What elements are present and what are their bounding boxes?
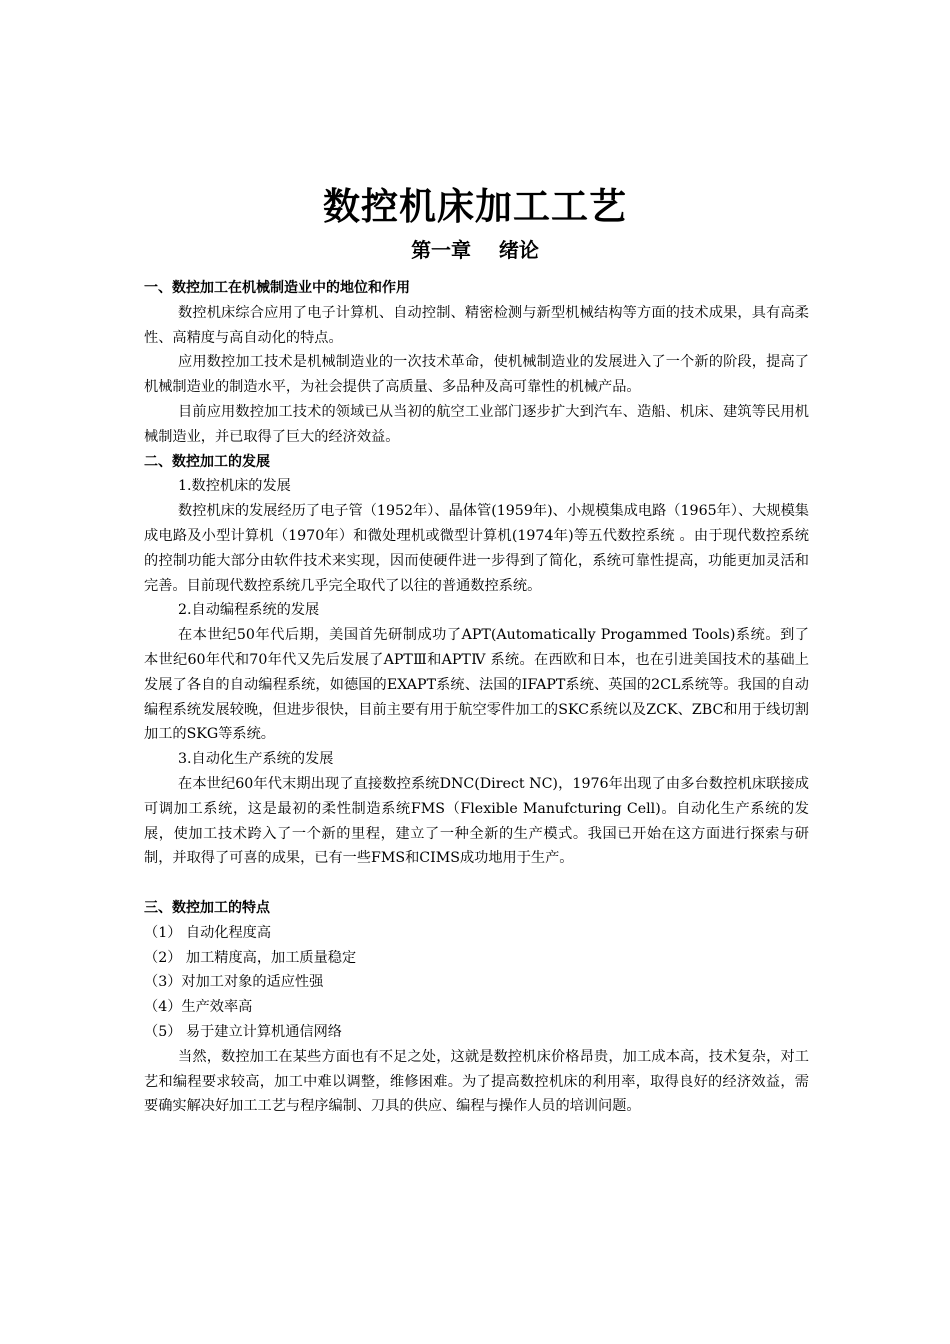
document-title: 数控机床加工工艺 [323,185,627,228]
list-item: （2） 加工精度高，加工质量稳定 [144,949,357,966]
list-item: （4）生产效率高 [144,999,253,1016]
paragraph: 数控机床的发展经历了电子管（1952年）、晶体管(1959年)、小规模集成电路（1965年）、大规模集成电路及小型计算机（1970年）和微处理机或微型计算机(1974年)等五代数控系统 。由于现代数控系统的控制功能大部分由软件技术来实现，因而使硬件进一步得到了简化，系统可靠性提高，功能更加灵活和完善。目前现代数控系统几乎完全取代了以往的普通数控系统。 [144,503,809,594]
blank-line [144,871,809,896]
paragraph: 应用数控加工技术是机械制造业的一次技术革命，使机械制造业的发展进入了一个新的阶段，提高了机械制造业的制造水平，为社会提供了高质量、多品种及高可靠性的机械产品。 [144,354,809,396]
document-body [144,276,809,1119]
list-item: （3）对加工对象的适应性强 [144,974,324,991]
subsection-heading: 1.数控机床的发展 [178,478,291,495]
paragraph: 目前应用数控加工技术的领域已从当初的航空工业部门逐步扩大到汽车、造船、机床、建筑等民用机械制造业，并已取得了巨大的经济效益。 [144,403,809,445]
paragraph: 当然，数控加工在某些方面也有不足之处，这就是数控机床价格昂贵，加工成本高，技术复杂，对工艺和编程要求较高，加工中难以调整，维修困难。为了提高数控机床的利用率，取得良好的经济效益，需要确实解决好加工工艺与程序编制、刀具的供应、编程与操作人员的培训问题。 [144,1048,809,1115]
paragraph: 数控机床综合应用了电子计算机、自动控制、精密检测与新型机械结构等方面的技术成果，具有高柔性、高精度与高自动化的特点。 [144,304,809,346]
section-3-heading: 三、数控加工的特点 [144,899,270,916]
subsection-heading: 3.自动化生产系统的发展 [178,751,334,768]
paragraph: 在本世纪60年代末期出现了直接数控系统DNC(Direct NC)，1976年出现了由多台数控机床联接成可调加工系统，这是最初的柔性制造系统FMS（Flexible Manufcturing Cell)。自动化生产系统的发展，使加工技术跨入了一个新的里程，建立了一种全新的生产模式。我国已开始在这方面进行探索与研制，并取得了可喜的成果，已有一些FMS和CIMS成功地用于生产。 [144,775,809,867]
list-item: （1） 自动化程度高 [144,924,272,941]
section-1-heading: 一、数控加工在机械制造业中的地位和作用 [144,280,410,296]
subsection-heading: 2.自动编程系统的发展 [178,602,320,619]
paragraph: 在本世纪50年代后期，美国首先研制成功了APT(Automatically Progammed Tools)系统。到了本世纪60年代和70年代又先后发展了APTⅢ和APTⅣ 系统。在西欧和日本，也在引进美国技术的基础上发展了各自的自动编程系统，如德国的EXAPT系统、法国的IFAPT系统、英国的2CL系统等。我国的自动编程系统发展较晚，但进步很快，目前主要有用于航空零件加工的SKC系统以及ZCK、ZBC和用于线切割加工的SKG等系统。 [144,627,809,743]
list-item: （5） 易于建立计算机通信网络 [144,1023,342,1040]
chapter-heading: 第一章 绪论 [411,238,539,262]
section-2-heading: 二、数控加工的发展 [144,453,270,470]
